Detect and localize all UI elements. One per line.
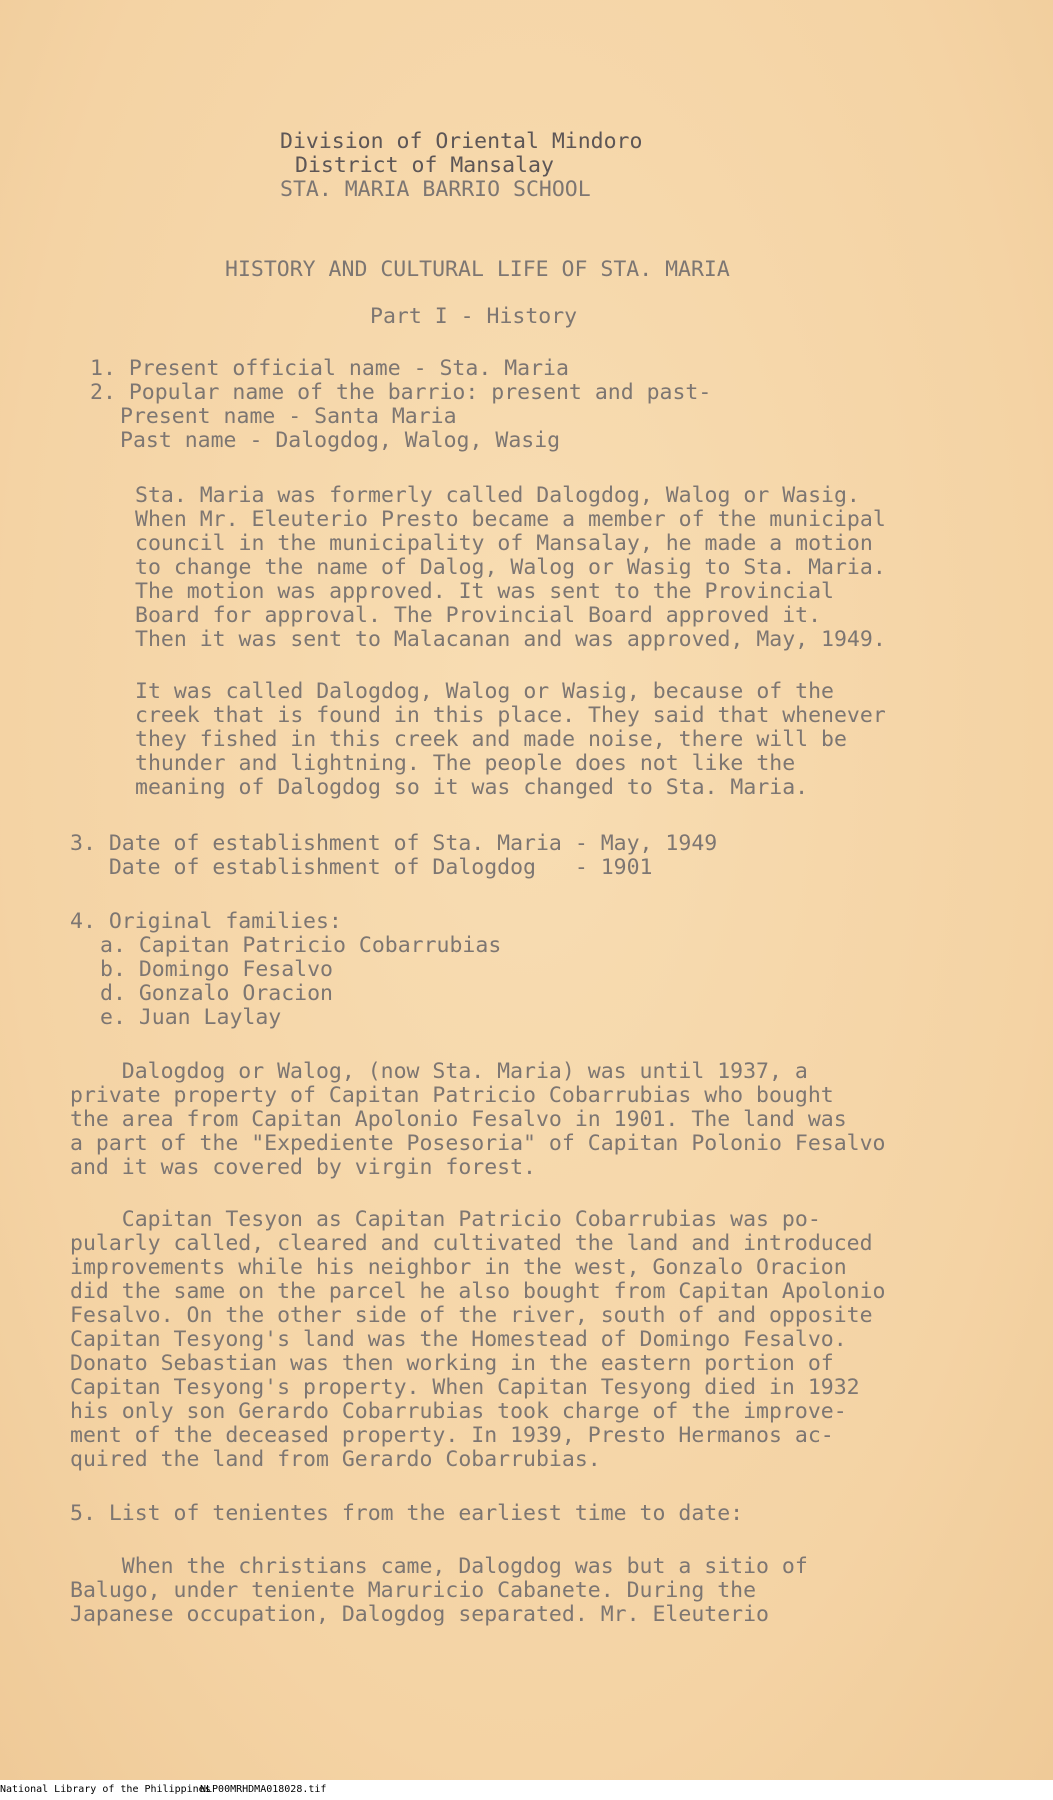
header-school: STA. MARIA BARRIO SCHOOL xyxy=(280,177,591,202)
para-line: Sta. Maria was formerly called Dalogdog, Walog or Wasig. xyxy=(135,483,860,508)
para-line: a part of the "Expediente Posesoria" of Capitan Polonio Fesalvo xyxy=(70,1131,886,1156)
family-item: b. Domingo Fesalvo xyxy=(100,957,333,982)
para-line: Board for approval. The Provincial Board approved it. xyxy=(135,603,822,628)
para-line: Capitan Tesyon as Capitan Patricio Cobarrubias was po- xyxy=(70,1207,821,1232)
item-4-heading: 4. Original families: xyxy=(70,909,342,934)
para-line: pularly called, cleared and cultivated the land and introduced xyxy=(70,1231,873,1256)
part-heading: Part I - History xyxy=(370,304,578,329)
para-line: When the christians came, Dalogdog was but a sitio of xyxy=(70,1554,808,1579)
item-5: 5. List of tenientes from the earliest time to date: xyxy=(70,1501,744,1526)
family-item: d. Gonzalo Oracion xyxy=(100,981,333,1006)
footer-library: National Library of the Philippines xyxy=(0,1784,211,1795)
para-line: Balugo, under teniente Maruricio Cabanete. During the xyxy=(70,1578,757,1603)
para-line: Capitan Tesyong's land was the Homestead of Domingo Fesalvo. xyxy=(70,1327,847,1352)
para-line: thunder and lightning. The people does not like the xyxy=(135,751,796,776)
item-1: 1. Present official name - Sta. Maria xyxy=(90,356,569,381)
item-2: 2. Popular name of the barrio: present and past- xyxy=(90,380,712,405)
para-line: When Mr. Eleuterio Presto became a member of the municipal xyxy=(135,507,886,532)
para-line: to change the name of Dalog, Walog or Wasig to Sta. Maria. xyxy=(135,555,886,580)
para-line: quired the land from Gerardo Cobarrubias. xyxy=(70,1447,601,1472)
para-line: Dalogdog or Walog, (now Sta. Maria) was until 1937, a xyxy=(70,1059,808,1084)
header-division: Division of Oriental Mindoro xyxy=(280,129,643,154)
header-district: District of Mansalay xyxy=(295,153,554,178)
para-line: council in the municipality of Mansalay, he made a motion xyxy=(135,531,873,556)
para-line: the area from Capitan Apolonio Fesalvo in 1901. The land was xyxy=(70,1107,847,1132)
footer-filename: NLP00MRHDMA018028.tif xyxy=(200,1784,327,1795)
para-line: they fished in this creek and made noise, there will be xyxy=(135,727,847,752)
para-line: Fesalvo. On the other side of the river, south of and opposite xyxy=(70,1303,873,1328)
para-line: did the same on the parcel he also bought from Capitan Apolonio xyxy=(70,1279,886,1304)
para-line: It was called Dalogdog, Walog or Wasig, because of the xyxy=(135,679,834,704)
para-line: and it was covered by virgin forest. xyxy=(70,1155,536,1180)
para-line: improvements while his neighbor in the west, Gonzalo Oracion xyxy=(70,1255,847,1280)
para-line: private property of Capitan Patricio Cobarrubias who bought xyxy=(70,1083,834,1108)
item-3-line: 3. Date of establishment of Sta. Maria - May, 1949 xyxy=(70,831,718,856)
family-item: a. Capitan Patricio Cobarrubias xyxy=(100,933,502,958)
para-line: ment of the deceased property. In 1939, Presto Hermanos ac- xyxy=(70,1423,834,1448)
para-line: Donato Sebastian was then working in the eastern portion of xyxy=(70,1351,834,1376)
document-title: HISTORY AND CULTURAL LIFE OF STA. MARIA xyxy=(225,257,730,282)
para-line: Capitan Tesyong's property. When Capitan Tesyong died in 1932 xyxy=(70,1375,860,1400)
item-2-present: Present name - Santa Maria xyxy=(120,404,457,429)
para-line: his only son Gerardo Cobarrubias took charge of the improve- xyxy=(70,1399,847,1424)
para-line: The motion was approved. It was sent to the Provincial xyxy=(135,579,834,604)
para-line: creek that is found in this place. They said that whenever xyxy=(135,703,886,728)
para-line: meaning of Dalogdog so it was changed to Sta. Maria. xyxy=(135,775,809,800)
family-item: e. Juan Laylay xyxy=(100,1005,282,1030)
scan-footer xyxy=(0,1780,1053,1800)
para-line: Then it was sent to Malacanan and was approved, May, 1949. xyxy=(135,627,886,652)
item-2-past: Past name - Dalogdog, Walog, Wasig xyxy=(120,428,561,453)
item-3-line: Date of establishment of Dalogdog - 1901 xyxy=(70,855,653,880)
para-line: Japanese occupation, Dalogdog separated. Mr. Eleuterio xyxy=(70,1602,769,1627)
